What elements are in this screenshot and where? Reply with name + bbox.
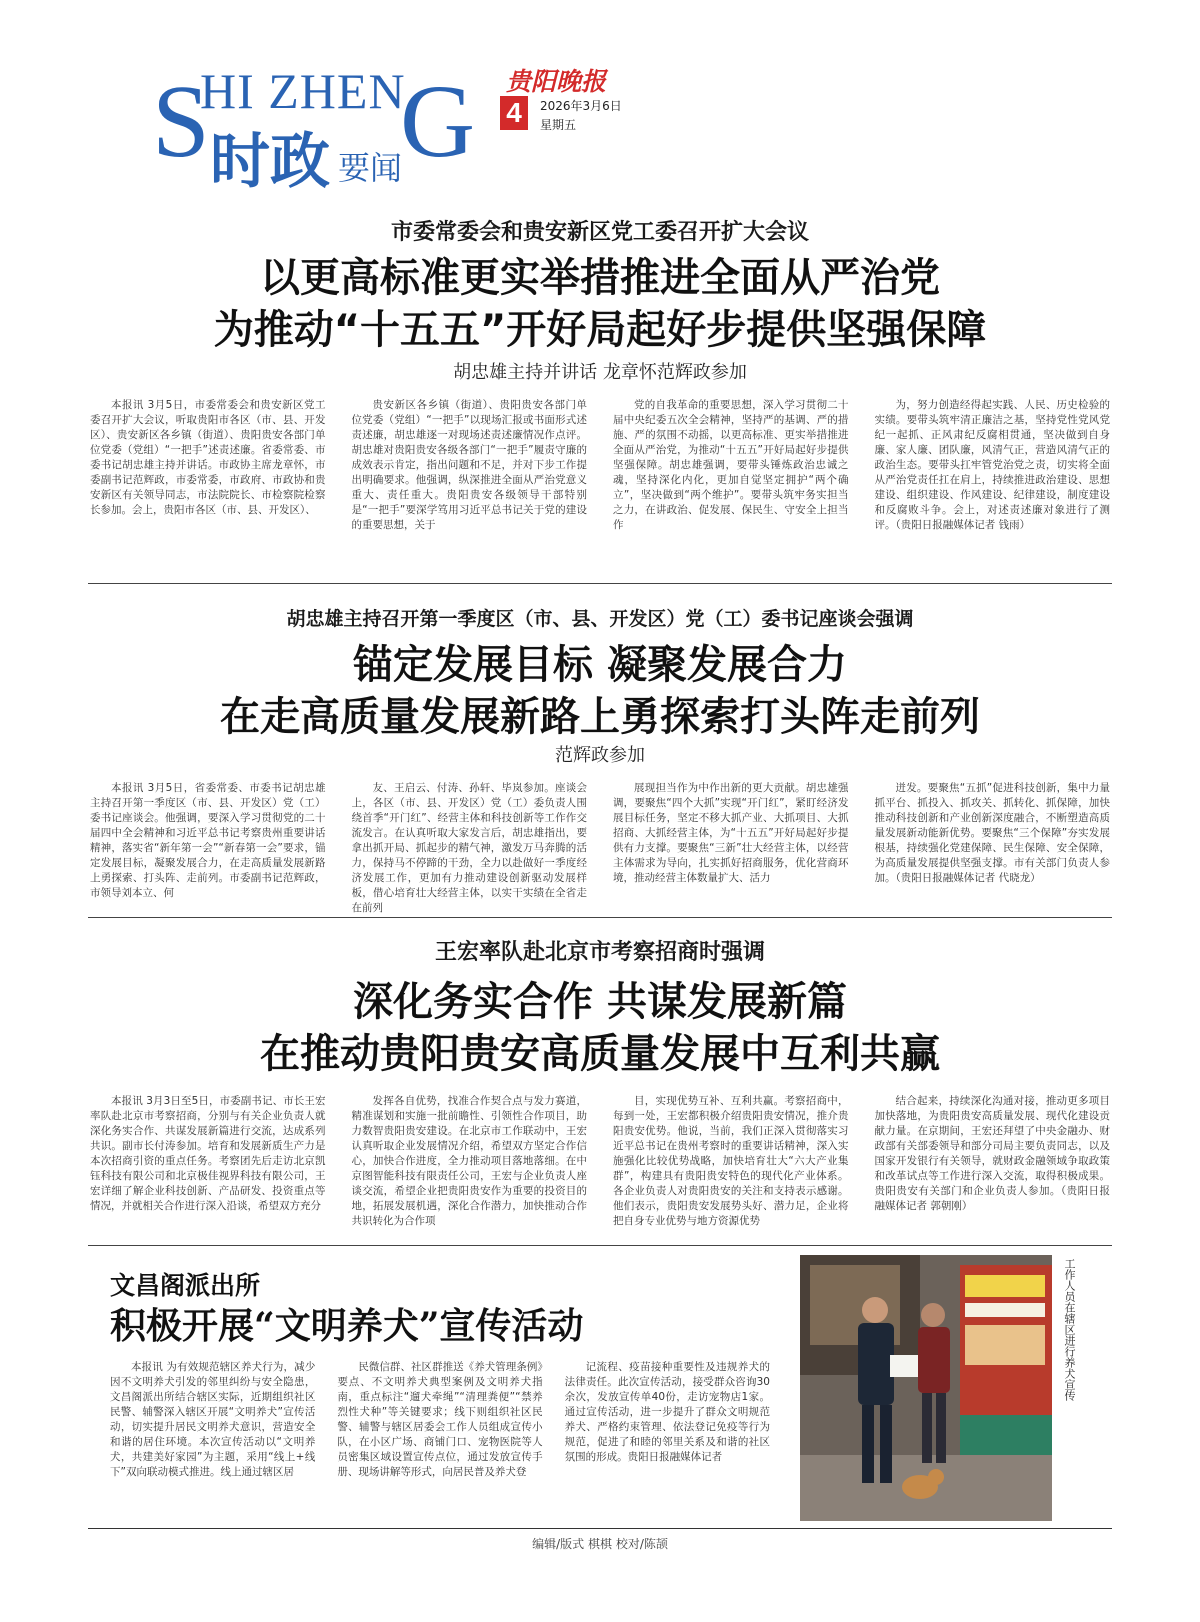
section-divider: [88, 1245, 1112, 1246]
article-body: [90, 781, 1110, 916]
article-column: 结合起来，持续深化沟通对接，推动更多项目加快落地，为贵阳贵安高质量发展、现代化建设贡献力量。在京期间，王宏还拜望了中央金融办、财政部有关部委领导和部分司局主要负责同志，以及国家开发银行有关领导，就财政金融领域争取政策和改革试点等工作进行深入交流，取得积极成果。贵阳贵安有关部门和企业负责人参加。（贵阳日报融媒体记者 郭朝刚）: [874, 1095, 1110, 1212]
article-column: 贵安新区各乡镇（街道）、贵阳贵安各部门单位党委（党组）“一把手”以现场汇报或书面形式述责述廉，胡忠雄逐一对现场述责述廉情况作点评。胡忠雄对贵阳贵安各级各部门“一把手”履责守廉的成效表示肯定，指出问题和不足，并对下步工作提出明确要求。他强调，纵深推进全面从严治党意义重大、责任重大。贵阳贵安各级领导干部特别是“一把手”要深学笃用习近平总书记关于党的建设的重要思想，关于: [351, 399, 587, 531]
article-kicker: 市委常委会和贵安新区党工委召开扩大会议: [390, 219, 809, 245]
masthead-roman-title: HI ZHEN: [200, 63, 406, 119]
news-photo: [800, 1255, 1052, 1521]
street-scene-illustration: [800, 1255, 1052, 1521]
section-divider: [88, 583, 1112, 584]
article-column: 友、王启云、付涛、孙轩、毕岚参加。座谈会上，各区（市、县、开发区）党（工）委负责人围绕首季“开门红”、经营主体和科技创新等工作作交流发言。在认真听取大家发言后，胡忠雄指出，要拿出抓开局、抓起步的精气神，激发万马奔腾的活力，保持马不停蹄的干劲，全力以赴做好一季度经济发展工作，更加有力推动建设创新驱动发展样板，借心培育壮大经营主体，以实干实绩在全省走在前列: [351, 782, 587, 914]
article-kicker: 王宏率队赴北京市考察招商时强调: [434, 939, 765, 965]
article-body: [90, 398, 1110, 548]
newspaper-logo: 贵阳晚报: [506, 67, 607, 96]
subsection-title: 要闻: [338, 149, 403, 187]
article-headline-line-1: 锚定发展目标 凝聚发展合力: [353, 642, 847, 688]
article-column: 目，实现优势互补、互利共赢。考察招商中，每到一处，王宏都积极介绍贵阳贵安情况，推介贵阳贵安优势。他说，当前，我们正深入贯彻落实习近平总书记在贵州考察时的重要讲话精神，深入实施强化比较优势战略，加快培育壮大“六大产业集群”，构建具有贵阳贵安特色的现代化产业体系。各企业负责人对贵阳贵安的关注和支持表示感谢。他们表示，贵阳贵安发展势头好、潜力足，企业将把自身专业优势与地方资源优势: [613, 1095, 849, 1227]
masthead-letter-g: G: [400, 64, 476, 179]
article-column: 展现担当作为中作出新的更大贡献。胡忠雄强调，要聚焦“四个大抓”实现“开门红”，紧盯经济发展目标任务，坚定不移大抓产业、大抓项目、大抓招商、大抓经营主体，为“十五五”开好局起好步提供有力支撑。要聚焦“三新”壮大经营主体，以经营主体需求为导向，扎实抓好招商服务，优化营商环境，推动经营主体数量扩大、活力: [613, 782, 849, 884]
article-kicker: 文昌阁派出所: [110, 1271, 261, 1300]
article-headline-line-2: 为推动“十五五”开好局起好步提供坚强保障: [213, 307, 987, 353]
article-kicker: 胡忠雄主持召开第一季度区（市、县、开发区）党（工）委书记座谈会强调: [286, 608, 914, 630]
article-3: [90, 938, 1110, 1244]
article-column: 迸发。要聚焦“五抓”促进科技创新，集中力量抓平台、抓投入、抓攻关、抓转化、抓保障，加快推动科技创新和产业创新深度融合，不断塑造高质量发展新动能新优势。要聚焦“三个保障”夯实发展根基，持续强化党建保障、民生保障、安全保障，为高质量发展提供坚强支撑。市有关部门负责人参加。（贵阳日报融媒体记者 代晓龙）: [874, 782, 1110, 884]
section-divider: [88, 917, 1112, 918]
article-byline: 范辉政参加: [555, 745, 645, 766]
article-column: 党的自我革命的重要思想，深入学习贯彻二十届中央纪委五次全会精神，坚持严的基调、严的措施、严的氛围不动摇，以更高标准、更实举措推进全面从严治党，为推动“十五五”开好局起好步提供坚强保障。胡忠雄强调，要带头锤炼政治忠诚之魂，坚持深化内化，更加自觉坚定拥护“两个确立”，坚决做到“两个维护”。要带头筑牢务实担当之力，在讲政治、促发展、保民生、守安全上担当作: [613, 399, 849, 531]
section-title: 时政: [210, 127, 330, 197]
article-column: 民微信群、社区群推送《养犬管理条例》要点、不文明养犬典型案例及文明养犬指南，重点标注“遛犬牵绳”“清理粪便”“禁养烈性犬种”等关键要求；线下则组织社区民警、辅警与辖区居委会工作人员组成宣传小队，在小区广场、商铺门口、宠物医院等人员密集区域设置宣传点位，通过发放宣传手册、现场讲解等形式，向居民普及养犬登: [337, 1361, 543, 1478]
article-headline: 积极开展“文明养犬”宣传活动: [110, 1305, 584, 1347]
photo-caption: 工作人员在辖区进行养犬宣传: [1063, 1258, 1076, 1401]
article-4-body: [110, 1360, 770, 1490]
article-column: 为，努力创造经得起实践、人民、历史检验的实绩。要带头筑牢清正廉洁之基，坚持党性党风党纪一起抓、正风肃纪反腐相贯通，坚决做到自身廉、家人廉、团队廉，风清气正，营造风清气正的政治生态。要带头扛牢管党治党之责，切实将全面从严治党责任扛在肩上，持续推进政治建设、思想建设、组织建设、作风建设、纪律建设，制度建设和反腐败斗争。会上，对述责述廉对象进行了测评。（贵阳日报融媒体记者 钱雨）: [874, 399, 1110, 531]
article-byline: 胡忠雄主持并讲话 龙章怀范辉政参加: [453, 362, 747, 383]
article-column: 本报讯 3月3日至5日，市委副书记、市长王宏率队赴北京市考察招商，分别与有关企业负责人就深化务实合作、共谋发展新篇进行交流，达成系列共识。副市长付涛参加。培育和发展新质生产力是本次招商引资的重点任务。考察团先后走访北京凯钰科技有限公司和北京极佳视界科技有限公司，王宏详细了解企业科技创新、产品研发、投资重点等情况，并就相关合作进行深入沿谈，希望双方充分: [90, 1095, 326, 1212]
article-headline-line-1: 以更高标准更实举措推进全面从严治党: [260, 255, 940, 301]
article-column: 发挥各自优势，找准合作契合点与发力赛道，精准谋划和实施一批前瞻性、引领性合作项目，助力数智贵阳贵安建设。在北京市工作联动中，王宏认真听取企业发展情况介绍，希望双方坚定合作信心，加快合作进度，全力推动项目落地落细。在中京图智能科技有限责任公司，王宏与企业负责人座谈交流，希望企业把贵阳贵安作为重要的投资目的地，拓展发展机遇，深化合作潜力，加快推动合作共识转化为合作项: [351, 1095, 587, 1227]
issue-weekday: 星期五: [540, 118, 577, 132]
article-headline-line-1: 深化务实合作 共谋发展新篇: [353, 979, 847, 1025]
article-headline-line-2: 在推动贵阳贵安高质量发展中互利共赢: [260, 1031, 940, 1077]
footer-divider: [88, 1528, 1112, 1529]
editor-credit: 编辑/版式 棋棋 校对/陈颉: [532, 1537, 668, 1551]
masthead-letter-s: S: [152, 64, 210, 179]
page-number-badge: 4: [500, 96, 528, 130]
article-body: [90, 1094, 1110, 1244]
article-column: 记流程、疫苗接种重要性及违规养犬的法律责任。此次宣传活动，接受群众咨询30余次，发放宣传单40份，走访宠物店1家。通过宣传活动，进一步提升了群众文明规范养犬、严格约束管理、依法登记免疫等行为规范，促进了和睦的邻里关系及和谐的社区氛围的形成。贵阳日报融媒体记者: [564, 1361, 770, 1463]
article-1: [90, 218, 1110, 548]
article-4-heading: [110, 1270, 770, 1350]
article-headline-line-2: 在走高质量发展新路上勇探索打头阵走前列: [220, 694, 980, 740]
article-column: 本报讯 3月5日，市委常委会和贵安新区党工委召开扩大会议，听取贵阳市各区（市、县、开发区）、贵安新区各乡镇（街道）、贵阳贵安各部门单位党委（党组）“一把手”述责述廉。省委常委、市委书记胡忠雄主持并讲话。市政协主席龙章怀，市委副书记范辉政，市委常委，市政府、市政协和贵安新区有关领导同志，市法院院长、市检察院检察长参加。会上，贵阳市各区（市、县、开发区）、: [90, 399, 326, 516]
article-2: [90, 605, 1110, 916]
issue-date: 2026年3月6日: [540, 99, 622, 113]
article-column: 本报讯 为有效规范辖区养犬行为，减少因不文明养犬引发的邻里纠纷与安全隐患，文昌阁派出所结合辖区实际，近期组织社区民警、辅警深入辖区开展“文明养犬”宣传活动，切实提升居民文明养犬意识，营造安全和谐的居住环境。本次宣传活动以“文明养犬，共建美好家园”为主题，采用“线上+线下”双向联动模式推进。线上通过辖区居: [110, 1361, 316, 1478]
article-column: 本报讯 3月5日，省委常委、市委书记胡忠雄主持召开第一季度区（市、县、开发区）党（工）委书记座谈会。他强调，要深入学习贯彻党的二十届四中全会精神和习近平总书记考察贵州重要讲话精神，落实省“新年第一会”“新春第一会”要求，锚定发展目标，凝聚发展合力，在走高质量发展新路上勇探索、打头阵、走前列。市委副书记范辉政，市领导刘本立、何: [90, 782, 326, 899]
